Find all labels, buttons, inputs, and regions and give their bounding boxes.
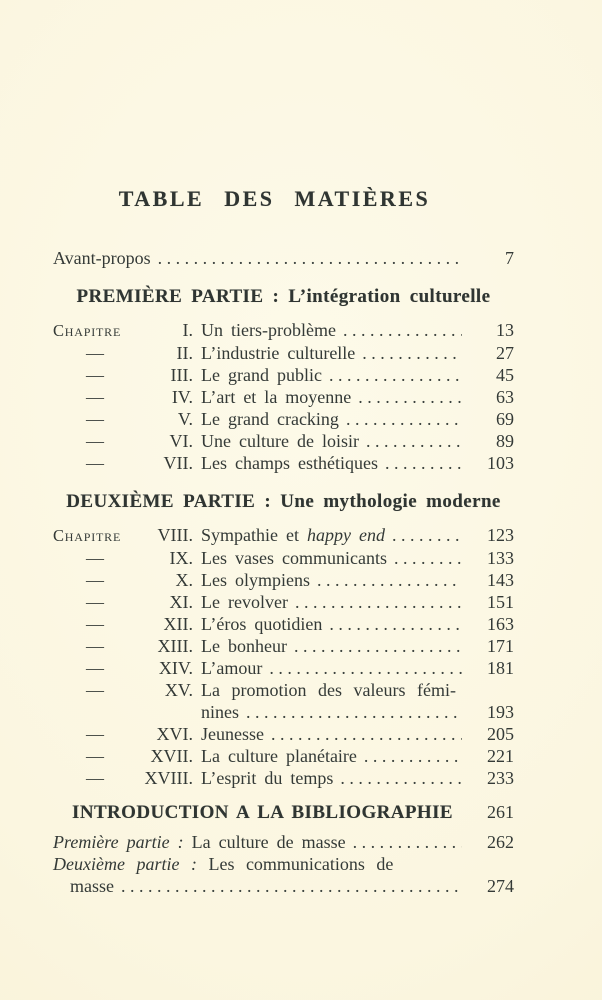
ditto-dash: — <box>86 614 104 634</box>
chapter-numeral: II. <box>176 343 193 363</box>
dot-leader <box>346 408 462 430</box>
page-number: 7 <box>505 248 514 268</box>
ditto-dash: — <box>86 636 104 656</box>
toc-entry <box>53 723 514 745</box>
dot-leader <box>329 364 462 386</box>
toc-entry <box>53 569 514 591</box>
entry-title-continuation: masse <box>70 876 114 896</box>
entry-title: Une culture de loisir <box>201 431 359 451</box>
toc-part <box>53 286 514 474</box>
ditto-dash: — <box>86 453 104 473</box>
ditto-dash: — <box>86 768 104 788</box>
chapter-numeral: I. <box>182 320 193 340</box>
chapter-numeral: VIII. <box>157 525 193 545</box>
chapter-numeral: XIII. <box>157 636 193 656</box>
entry-title: L’industrie culturelle <box>201 343 356 363</box>
toc-content <box>53 0 514 897</box>
page-number: 89 <box>496 431 514 451</box>
entry-title: Le grand public <box>201 365 322 385</box>
entry-title: Les vases communicants <box>201 548 387 568</box>
ditto-dash: — <box>86 724 104 744</box>
dot-leader <box>364 745 462 767</box>
toc-entry <box>53 591 514 613</box>
ditto-dash: — <box>86 658 104 678</box>
part-entries <box>53 319 514 474</box>
chapter-numeral: XI. <box>169 592 193 612</box>
bibliography-section <box>53 801 514 897</box>
chapter-numeral: IX. <box>169 548 193 568</box>
chapter-numeral: IV. <box>171 387 193 407</box>
toc-entry <box>53 745 514 767</box>
page-number: 151 <box>487 592 514 612</box>
chapter-numeral: V. <box>177 409 193 429</box>
ditto-dash: — <box>86 570 104 590</box>
dot-leader <box>366 430 462 452</box>
ditto-dash: — <box>86 680 104 700</box>
entry-title: Le grand cracking <box>201 409 339 429</box>
toc-parts <box>53 286 514 789</box>
part-heading: DEUXIÈME PARTIE : Une mythologie moderne <box>66 491 501 512</box>
toc-entry <box>53 767 514 789</box>
entry-title: Le bonheur <box>201 636 287 656</box>
toc-entry <box>53 613 514 635</box>
dot-leader <box>246 701 462 723</box>
entry-title: Les olympiens <box>201 570 310 590</box>
entry-lead-italic: Première partie : <box>53 832 184 852</box>
toc-entry-bibliography-intro <box>53 801 514 824</box>
toc-part <box>53 491 514 789</box>
dot-leader <box>358 386 462 408</box>
entry-title: L’amour <box>201 658 263 678</box>
page-number: 123 <box>487 525 514 545</box>
toc-entry-avant-propos <box>53 247 514 269</box>
bibliography-entry <box>53 853 514 875</box>
chapter-numeral: VI. <box>169 431 193 451</box>
bibliography-entry <box>53 831 514 853</box>
ditto-dash: — <box>86 387 104 407</box>
part-heading: PREMIÈRE PARTIE : L’intégration culturelle <box>76 286 491 307</box>
page-number: 181 <box>487 658 514 678</box>
entry-title: La culture planétaire <box>201 746 357 766</box>
page-number: 13 <box>496 320 514 340</box>
part-entries <box>53 524 514 789</box>
dot-leader <box>329 613 462 635</box>
page-number: 205 <box>487 724 514 744</box>
page-number: 262 <box>487 832 514 852</box>
toc-entry-continuation <box>53 701 514 723</box>
dot-leader <box>269 657 462 679</box>
ditto-dash: — <box>86 592 104 612</box>
page-number: 63 <box>496 387 514 407</box>
dot-leader <box>295 591 462 613</box>
entry-title-italic: happy end <box>306 525 385 545</box>
ditto-dash: — <box>86 431 104 451</box>
dot-leader <box>317 569 462 591</box>
dot-leader <box>340 767 462 789</box>
dot-leader <box>294 635 462 657</box>
chapter-numeral: III. <box>170 365 193 385</box>
entry-title: L’éros quotidien <box>201 614 323 634</box>
chapter-word <box>53 319 137 342</box>
entry-title: L’esprit du temps <box>201 768 334 788</box>
chapter-word-text: Chapitre <box>53 526 122 545</box>
page-number: 171 <box>487 636 514 656</box>
chapter-numeral: XVIII. <box>144 768 193 788</box>
toc-entry <box>53 386 514 408</box>
toc-entry <box>53 524 514 547</box>
ditto-dash: — <box>86 548 104 568</box>
entry-title: L’art et la moyenne <box>201 387 352 407</box>
chapter-word <box>53 524 137 547</box>
chapter-numeral: XIV. <box>158 658 193 678</box>
toc-entry <box>53 408 514 430</box>
page-number: 193 <box>487 702 514 722</box>
page-title: TABLE DES MATIÈRES <box>118 186 431 211</box>
chapter-numeral: XVII. <box>150 746 193 766</box>
chapter-numeral: XVI. <box>156 724 193 744</box>
dot-leader <box>392 524 462 546</box>
ditto-dash: — <box>86 365 104 385</box>
toc-entry <box>53 679 514 701</box>
ditto-dash: — <box>86 746 104 766</box>
entry-title: Un tiers-problème <box>201 320 336 340</box>
chapter-numeral: X. <box>175 570 193 590</box>
dot-leader <box>158 247 462 269</box>
entry-title: Jeunesse <box>201 724 264 744</box>
toc-entry <box>53 430 514 452</box>
dot-leader <box>353 831 462 853</box>
toc-entry <box>53 657 514 679</box>
entry-lead-italic: Deuxième partie : <box>53 854 197 874</box>
entry-title: La promotion des valeurs fémi- <box>201 680 456 700</box>
page-number: 133 <box>487 548 514 568</box>
page-number: 27 <box>496 343 514 363</box>
page-number: 163 <box>487 614 514 634</box>
toc-entry <box>53 342 514 364</box>
toc-entry <box>53 547 514 569</box>
entry-title-continuation: nines <box>201 702 239 722</box>
page-number: 69 <box>496 409 514 429</box>
dot-leader <box>271 723 462 745</box>
dot-leader <box>343 319 462 341</box>
page-number: 233 <box>487 768 514 788</box>
entry-title: Première partie : La culture de masse <box>53 832 346 852</box>
dot-leader <box>394 547 462 569</box>
entry-title: Avant-propos <box>53 248 151 268</box>
dot-leader <box>121 875 462 897</box>
dot-leader <box>362 342 462 364</box>
dot-leader <box>385 452 462 474</box>
page-number: 221 <box>487 746 514 766</box>
ditto-dash: — <box>86 409 104 429</box>
toc-entry <box>53 364 514 386</box>
chapter-numeral: XV. <box>164 680 193 700</box>
page-number: 274 <box>487 876 514 896</box>
bibliography-items <box>53 831 514 897</box>
toc-entry <box>53 319 514 342</box>
entry-title: Les champs esthétiques <box>201 453 378 473</box>
toc-entry <box>53 452 514 474</box>
bibliography-heading: INTRODUCTION A LA BIBLIOGRAPHIE <box>72 802 453 823</box>
chapter-numeral: VII. <box>163 453 193 473</box>
entry-title: Deuxième partie : Les communications de <box>53 854 394 874</box>
entry-title: Le revolver <box>201 592 288 612</box>
page-number: 45 <box>496 365 514 385</box>
page-number: 261 <box>487 802 514 822</box>
page-number: 103 <box>487 453 514 473</box>
bibliography-entry-continuation <box>53 875 514 897</box>
entry-title: Sympathie et happy end <box>201 525 385 545</box>
chapter-word-text: Chapitre <box>53 321 122 340</box>
page-number: 143 <box>487 570 514 590</box>
chapter-numeral: XII. <box>163 614 193 634</box>
toc-entry <box>53 635 514 657</box>
ditto-dash: — <box>86 343 104 363</box>
